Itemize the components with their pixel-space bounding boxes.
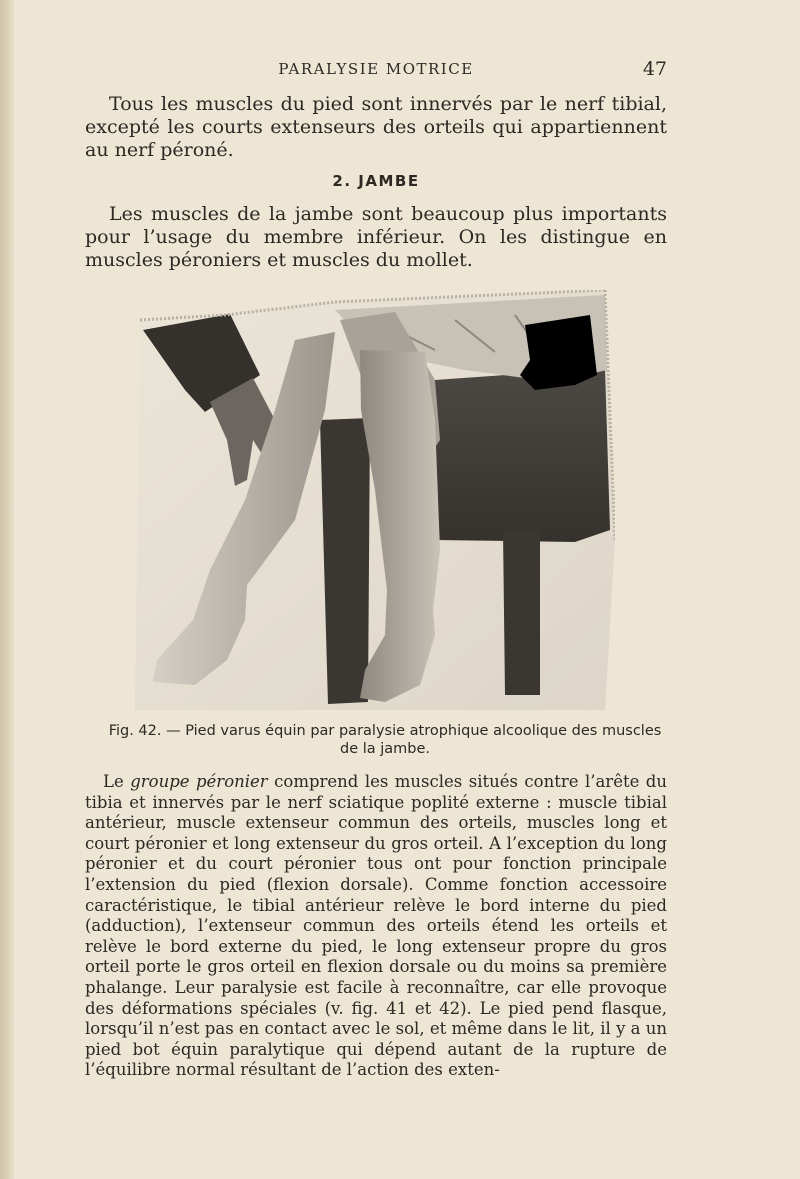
paragraph-nerf-tibial: Tous les muscles du pied sont innervés par le nerf tibial, excepté les courts extenseurs des orteils qui appartiennent au nerf péroné. (85, 93, 667, 161)
figure-photograph (135, 290, 615, 710)
italic-term: groupe péronier (130, 772, 268, 791)
patient-hand-chair (520, 315, 597, 390)
photo-illustration (135, 290, 615, 710)
figure-caption: Fig. 42. — Pied varus équin par paralysie atrophique alcoolique des muscles de la jambe. (108, 723, 662, 757)
running-title: PARALYSIE MOTRICE (278, 60, 474, 78)
page-number: 47 (642, 58, 667, 80)
page-edge-shadow (0, 0, 14, 1179)
chair-leg-front (320, 418, 370, 704)
paragraph-groupe-peronier (85, 772, 667, 1081)
paragraph-body: comprend les muscles situés contre l’arête du tibia et innervés par le nerf sciatique poplité externe : muscle tibial antérieur, muscle extenseur commun des orteils, muscles long et court péronier et long extenseur du gros orteil. A l’exception du long péronier et du court péronier tous ont pour fonction principale l’extension du pied (flexion dorsale). Comme fonction accessoire caractéristique, le tibial antérieur relève le bord interne du pied (adduction), l’extenseur commun des orteils étend les orteils et relève le bord externe du pied, le long extenseur propre du gros orteil porte le gros orteil en flexion dorsale ou du moins sa première phalange. Leur paralysie est facile à reconnaître, car elle provoque des déformations spéciales (v. fig. 41 et 42). Le pied pend flasque, lorsqu’il n’est pas en contact avec le sol, et même dans le lit, il y a un pied bot équin paralytique qui dépend autant de la rupture de l’équilibre normal résultant de l’action des exten- (85, 772, 667, 1080)
paragraph-muscles-jambe: Les muscles de la jambe sont beaucoup plus importants pour l’usage du membre inférieur. On les distingue en muscles péroniers et muscles du mollet. (85, 203, 667, 271)
running-head (85, 58, 667, 84)
section-heading: 2. JAMBE (332, 172, 420, 190)
chair-leg-back (503, 530, 540, 695)
paragraph-lead: Le (103, 772, 131, 791)
chair-seat (435, 368, 610, 542)
